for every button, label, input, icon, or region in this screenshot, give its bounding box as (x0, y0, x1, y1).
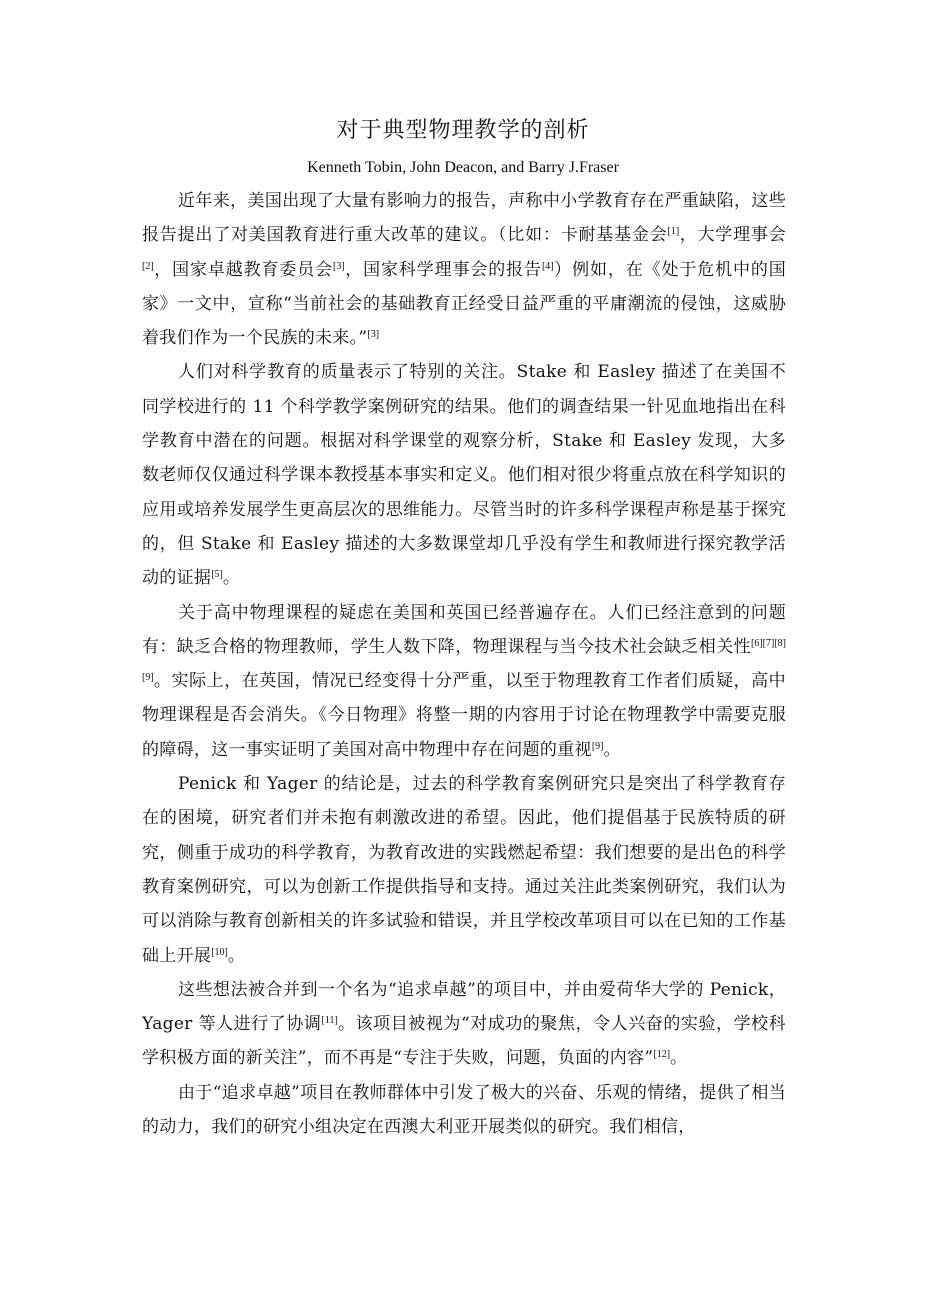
paragraph-text: 人们对科学教育的质量表示了特别的关注。Stake 和 Easley 描述了在美国不同学校进行的 11 个科学教学案例研究的结果。他们的调查结果一针见血地指出在科学教育中潜在的问题。根据对科学课堂的观察分析，Stake 和 Easley 发现，大多数老师仅仅通过科学课本教授基本事实和定义。他们相对很少将重点放在科学知识的应用或培养发展学生更高层次的思维能力。尽管当时的许多科学课程声称是基于探究的，但 Stake 和 Easley 描述的大多数课堂却几乎没有学生和教师进行探究教学活动的证据 (142, 362, 786, 589)
document-authors: Kenneth Tobin, John Deacon, and Barry J.Fraser (307, 159, 619, 176)
paragraph-text: 。 (227, 945, 246, 966)
body-paragraph (142, 355, 786, 595)
body-paragraph (142, 1076, 786, 1145)
citation-marker: [2] (142, 260, 154, 272)
document-title: 对于典型物理教学的剖析 (336, 118, 590, 143)
body-paragraph (142, 973, 786, 1076)
citation-marker: [1] (667, 226, 680, 238)
paragraph-text: Penick 和 Yager 的结论是，过去的科学教育案例研究只是突出了科学教育存在的困境，研究者们并未抱有刺激改进的希望。因此，他们提倡基于民族特质的研究，侧重于成功的科学教育，为教育改进的实践燃起希望：我们想要的是出色的科学教育案例研究，可以为创新工作提供指导和支持。通过关注此类案例研究，我们认为可以消除与教育创新相关的许多试验和错误，并且学校改革项目可以在已知的工作基础上开展 (142, 774, 786, 966)
paragraph-text: 由于“追求卓越”项目在教师群体中引发了极大的兴奋、乐观的情绪，提供了相当的动力，我们的研究小组决定在西澳大利亚开展类似的研究。我们相信， (142, 1082, 786, 1138)
citation-marker: [12] (653, 1049, 671, 1061)
paragraph-text: ，大学理事会 (679, 225, 786, 246)
paragraph-text: 。 (603, 739, 621, 760)
paragraph-text: 。该项目被视为“对成功的聚焦，令人兴奋的实验，学校科学积极方面的新关注”，而不再是“专注于失败，问题，负面的内容” (142, 1014, 786, 1069)
citation-marker: [4] (541, 260, 554, 272)
paragraph-text: 。 (670, 1048, 688, 1069)
paragraph-text: ）例如，在《处于危机中的国家》一文中，宣称“当前社会的基础教育正经受日益严重的平庸潮流的侵蚀，这威胁着我们作为一个民族的未来。” (142, 259, 787, 349)
body-paragraph (142, 767, 786, 973)
document-body (142, 184, 786, 1144)
citation-marker: [11] (321, 1015, 338, 1027)
paragraph-text: 。 (222, 568, 241, 589)
citation-marker: [6][7][8][9] (142, 637, 786, 684)
paragraph-text: ，国家卓越教育委员会 (153, 259, 334, 280)
citation-marker: [9] (591, 740, 604, 752)
paragraph-text: 。实际上，在英国，情况已经变得十分严重，以至于物理教育工作者们质疑，高中物理课程是否会消失。《今日物理》将整一期的内容用于讨论在物理教学中需要克服的障碍，这一事实证明了美国对高中物理中存在问题的重视 (142, 671, 786, 760)
citation-marker: [3] (333, 260, 345, 272)
paragraph-text: ，国家科学理事会的报告 (344, 259, 542, 280)
citation-marker: [10] (211, 946, 228, 958)
body-paragraph (142, 596, 786, 767)
citation-marker: [3] (367, 329, 380, 341)
body-paragraph (142, 184, 786, 355)
paragraph-text: 近年来，美国出现了大量有影响力的报告，声称中小学教育存在严重缺陷，这些报告提出了对美国教育进行重大改革的建议。（比如：卡耐基基金会 (142, 191, 786, 246)
citation-marker: [5] (211, 569, 223, 581)
paragraph-text: 这些想法被合并到一个名为“追求卓越”的项目中，并由爱荷华大学的 Penick，Yager 等人进行了协调 (142, 979, 786, 1035)
paragraph-text: 关于高中物理课程的疑虑在美国和英国已经普遍存在。人们已经注意到的问题有：缺乏合格的物理教师，学生人数下降，物理课程与当今技术社会缺乏相关性 (142, 602, 786, 657)
